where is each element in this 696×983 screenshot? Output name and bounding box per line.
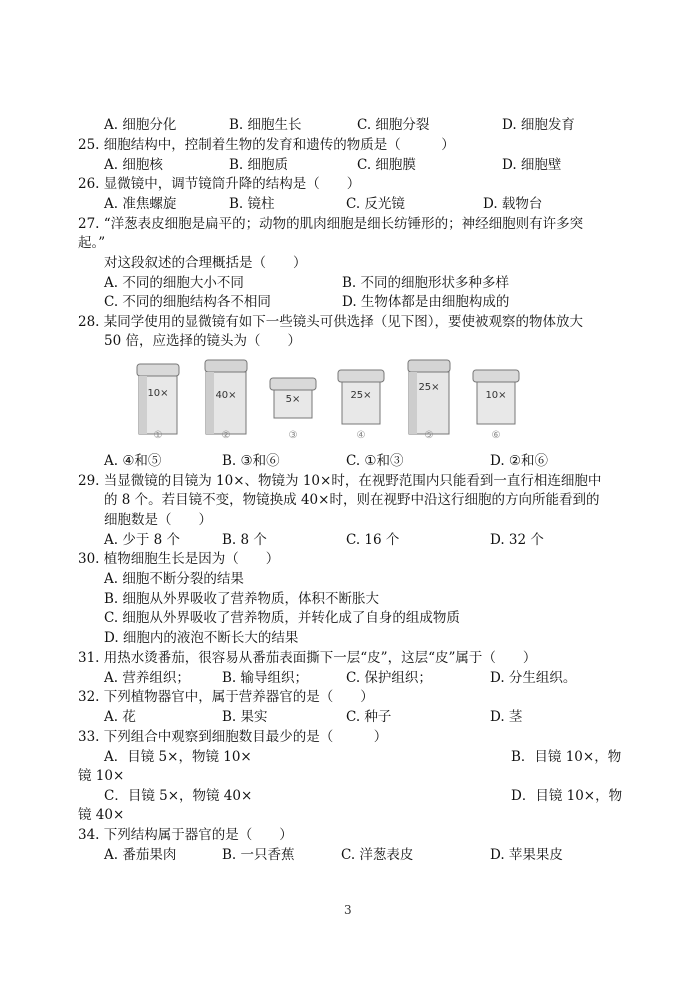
q32-stem: 32. 下列植物器官中，属于营养器官的是（ ） xyxy=(78,689,374,705)
q33-option-c: C．目镜 5×，物镜 40× xyxy=(104,788,253,804)
q31-option-a: A. 营养组织； xyxy=(104,670,190,686)
q33-option-b-cont: 镜 10× xyxy=(78,768,125,784)
q31-option-c: C. 保护组织； xyxy=(346,670,432,686)
q28-option-b: B. ③和⑥ xyxy=(222,453,280,469)
q29-option-a: A. 少于 8 个 xyxy=(104,532,181,548)
q27-option-b: B. 不同的细胞形状多种多样 xyxy=(342,275,510,291)
q27-option-d: D. 生物体都是由细胞构成的 xyxy=(342,294,510,310)
lens-4-label: 25× xyxy=(350,390,372,401)
q24-option-d: D. 细胞发育 xyxy=(502,117,575,133)
q29-stem-line3: 细胞数是（ ） xyxy=(104,512,212,528)
q24-option-c: C. 细胞分裂 xyxy=(357,117,430,133)
q34-option-a: A. 番茄果肉 xyxy=(104,847,177,863)
q31-option-d: D. 分生组织。 xyxy=(490,670,577,686)
q33-option-d-cont: 镜 40× xyxy=(78,807,125,823)
q30-option-c: C. 细胞从外界吸收了营养物质，并转化成了自身的组成物质 xyxy=(104,610,460,626)
q30-option-b: B. 细胞从外界吸收了营养物质，体积不断胀大 xyxy=(104,591,380,607)
lens-4-number: ④ xyxy=(356,430,366,441)
q25-option-d: D. 细胞壁 xyxy=(502,157,562,173)
lens-5-label: 25× xyxy=(418,382,440,393)
q33-option-a: A．目镜 5×，物镜 10× xyxy=(104,749,252,765)
q26-option-a: A. 准焦螺旋 xyxy=(104,196,177,212)
q32-option-b: B. 果实 xyxy=(222,709,268,725)
lens-2-objective xyxy=(201,358,251,440)
q28-option-a: A. ④和⑤ xyxy=(104,453,162,469)
lens-5-number: ⑤ xyxy=(424,430,434,441)
q26-option-b: B. 镜柱 xyxy=(229,196,275,212)
q34-option-d: D. 苹果果皮 xyxy=(490,847,563,863)
q28-stem-line2: 50 倍，应选择的镜头为（ ） xyxy=(104,333,301,349)
q27-stem-line2: 起。” xyxy=(78,235,106,251)
q29-option-b: B. 8 个 xyxy=(222,532,267,548)
q30-option-d: D. 细胞内的液泡不断长大的结果 xyxy=(104,630,299,646)
q32-option-d: D. 茎 xyxy=(490,709,523,725)
q28-option-c: C. ①和③ xyxy=(346,453,404,469)
lens-6-number: ⑥ xyxy=(491,430,501,441)
lens-4-eyepiece xyxy=(336,368,386,428)
q31-stem: 31. 用热水烫番茄，很容易从番茄表面撕下一层“皮”，这层“皮”属于（ ） xyxy=(78,650,537,666)
q32-option-a: A. 花 xyxy=(104,709,136,725)
q26-option-d: D. 载物台 xyxy=(483,196,543,212)
lens-1-number: ① xyxy=(153,430,163,441)
lens-6-eyepiece xyxy=(471,368,521,428)
q29-option-d: D. 32 个 xyxy=(490,532,544,548)
q25-option-b: B. 细胞质 xyxy=(229,157,289,173)
q33-stem: 33. 下列组合中观察到细胞数目最少的是（ ） xyxy=(78,729,388,745)
q27-option-c: C. 不同的细胞结构各不相同 xyxy=(104,294,271,310)
lens-3-eyepiece xyxy=(268,376,318,422)
q26-stem: 26. 显微镜中，调节镜筒升降的结构是（ ） xyxy=(78,176,361,192)
lens-3-number: ③ xyxy=(288,430,298,441)
q34-option-c: C. 洋葱表皮 xyxy=(341,847,414,863)
q33-option-b: B．目镜 10×，物 xyxy=(511,749,622,765)
q31-option-b: B. 输导组织； xyxy=(222,670,309,686)
q32-option-c: C. 种子 xyxy=(346,709,392,725)
q29-stem-line1: 29. 当显微镜的目镜为 10×、物镜为 10×时，在视野范围内只能看到一直行相连细胞中 xyxy=(78,473,602,489)
q33-option-d: D．目镜 10×，物 xyxy=(511,788,623,804)
lens-2-number: ② xyxy=(221,430,231,441)
lens-3-label: 5× xyxy=(285,394,301,405)
q28-option-d: D. ②和⑥ xyxy=(490,453,549,469)
lens-1-eyepiece xyxy=(133,360,183,440)
q30-stem: 30. 植物细胞生长是因为（ ） xyxy=(78,551,280,567)
q25-option-a: A. 细胞核 xyxy=(104,157,163,173)
q29-stem-line2: 的 8 个。若目镜不变，物镜换成 40×时，则在视野中沿这行细胞的方向所能看到的 xyxy=(104,492,600,508)
page-number: 3 xyxy=(344,903,352,917)
lens-1-label: 10× xyxy=(147,388,169,399)
q27-stem-line3: 对这段叙述的合理概括是（ ） xyxy=(104,255,307,271)
q24-option-a: A. 细胞分化 xyxy=(104,117,177,133)
lens-2-label: 40× xyxy=(215,390,237,401)
q27-option-a: A. 不同的细胞大小不同 xyxy=(104,275,244,291)
q29-option-c: C. 16 个 xyxy=(346,532,400,548)
q25-option-c: C. 细胞膜 xyxy=(357,157,416,173)
q34-stem: 34. 下列结构属于器官的是（ ） xyxy=(78,827,293,843)
q24-option-b: B. 细胞生长 xyxy=(229,117,302,133)
q26-option-c: C. 反光镜 xyxy=(346,196,405,212)
lens-6-label: 10× xyxy=(485,390,507,401)
q34-option-b: B. 一只香蕉 xyxy=(222,847,295,863)
q25-stem: 25. 细胞结构中，控制着生物的发育和遗传的物质是（ ） xyxy=(78,137,455,153)
q30-option-a: A. 细胞不断分裂的结果 xyxy=(104,571,244,587)
q28-stem-line1: 28. 某同学使用的显微镜有如下一些镜头可供选择（见下图），要使被观察的物体放大 xyxy=(78,314,584,330)
lens-5-objective xyxy=(404,358,454,440)
q27-stem-line1: 27. “洋葱表皮细胞是扁平的；动物的肌肉细胞是细长纺锤形的；神经细胞则有许多突 xyxy=(78,216,584,232)
